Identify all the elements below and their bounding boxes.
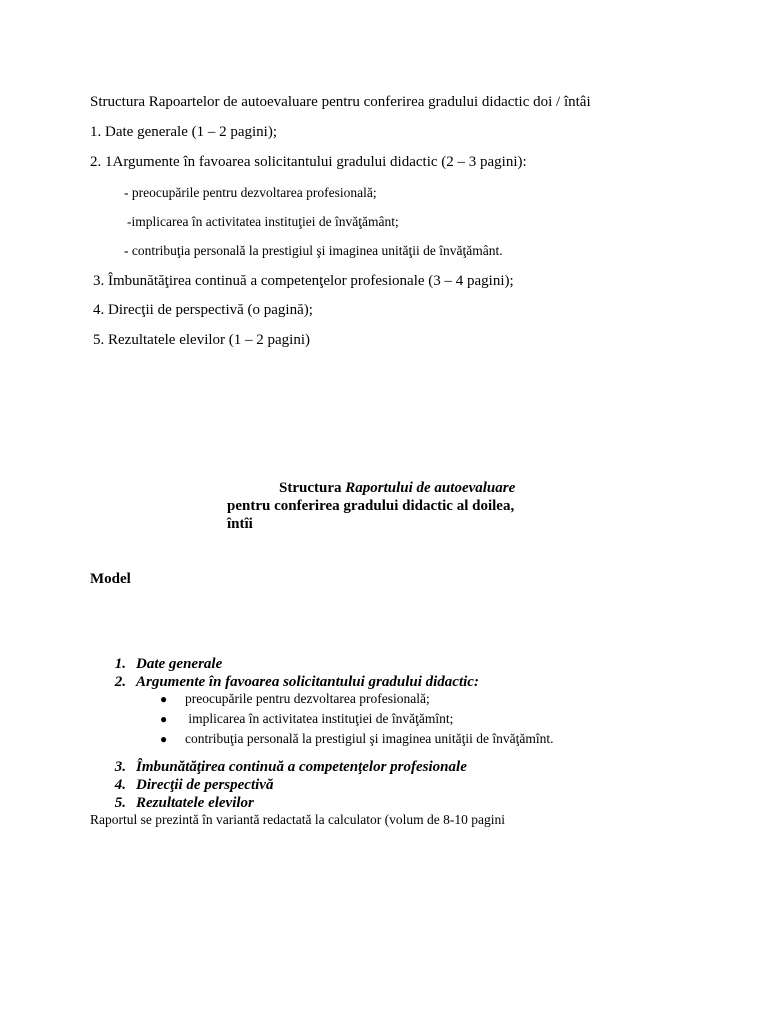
bullet-icon: ● — [160, 692, 168, 706]
model-title-line-1 — [279, 479, 515, 497]
model-list-item-3 — [102, 758, 467, 776]
top-heading: Structura Rapoartelor de autoevaluare pentru conferirea gradului didactic doi / întâi — [90, 94, 591, 110]
list-number: 3. — [114, 759, 126, 775]
top-item-5: 5. Rezultatele elevilor (1 – 2 pagini) — [93, 332, 311, 348]
model-list-item-2 — [102, 673, 479, 691]
list-text: Argumente în favoarea solicitantului gradului didactic: — [136, 674, 479, 690]
list-text: Rezultatele elevilor — [136, 795, 254, 811]
model-footer-note: Raportul se prezintă în variantă redactată la calculator (volum de 8-10 pagini — [90, 812, 505, 827]
model-bullet-2: implicarea în activitatea instituţiei de învăţămînt; — [185, 711, 454, 726]
model-list-item-5 — [102, 794, 254, 812]
top-subitem-3: - contribuţia personală la prestigiul şi imaginea unităţii de învăţământ. — [124, 243, 503, 258]
model-title-line-3: întîi — [227, 516, 253, 532]
list-number: 5. — [114, 795, 126, 811]
list-number: 1. — [114, 656, 126, 672]
model-list-item-1 — [102, 655, 222, 673]
list-text: Direcţii de perspectivă — [136, 777, 274, 793]
bullet-icon: ● — [160, 712, 168, 726]
model-bullet-3: contribuţia personală la prestigiul şi imaginea unităţii de învăţămînt. — [185, 731, 554, 746]
bullet-icon: ● — [160, 732, 168, 746]
model-title-line-2: pentru conferirea gradului didactic al doilea, — [227, 498, 515, 514]
list-text: Date generale — [136, 656, 223, 672]
list-text: Îmbunătăţirea continuă a competenţelor profesionale — [136, 759, 467, 775]
top-item-4: 4. Direcţii de perspectivă (o pagină); — [93, 302, 313, 318]
model-label: Model — [90, 571, 131, 587]
list-number: 4. — [114, 777, 126, 793]
top-subitem-1: - preocupările pentru dezvoltarea profesională; — [124, 185, 377, 200]
list-number: 2. — [114, 674, 126, 690]
top-item-3: 3. Îmbunătăţirea continuă a competenţelor profesionale (3 – 4 pagini); — [93, 273, 514, 289]
model-title-prefix: Structura — [279, 480, 346, 496]
top-item-1: 1. Date generale (1 – 2 pagini); — [90, 124, 278, 140]
model-bullet-1: preocupările pentru dezvoltarea profesională; — [185, 691, 430, 706]
top-subitem-2: -implicarea în activitatea instituţiei de învăţământ; — [127, 214, 399, 229]
top-item-2: 2. 1Argumente în favoarea solicitantului gradului didactic (2 – 3 pagini): — [90, 154, 527, 170]
model-title-italic: Raportului de autoevaluare — [345, 480, 516, 496]
model-list-item-4 — [102, 776, 273, 794]
